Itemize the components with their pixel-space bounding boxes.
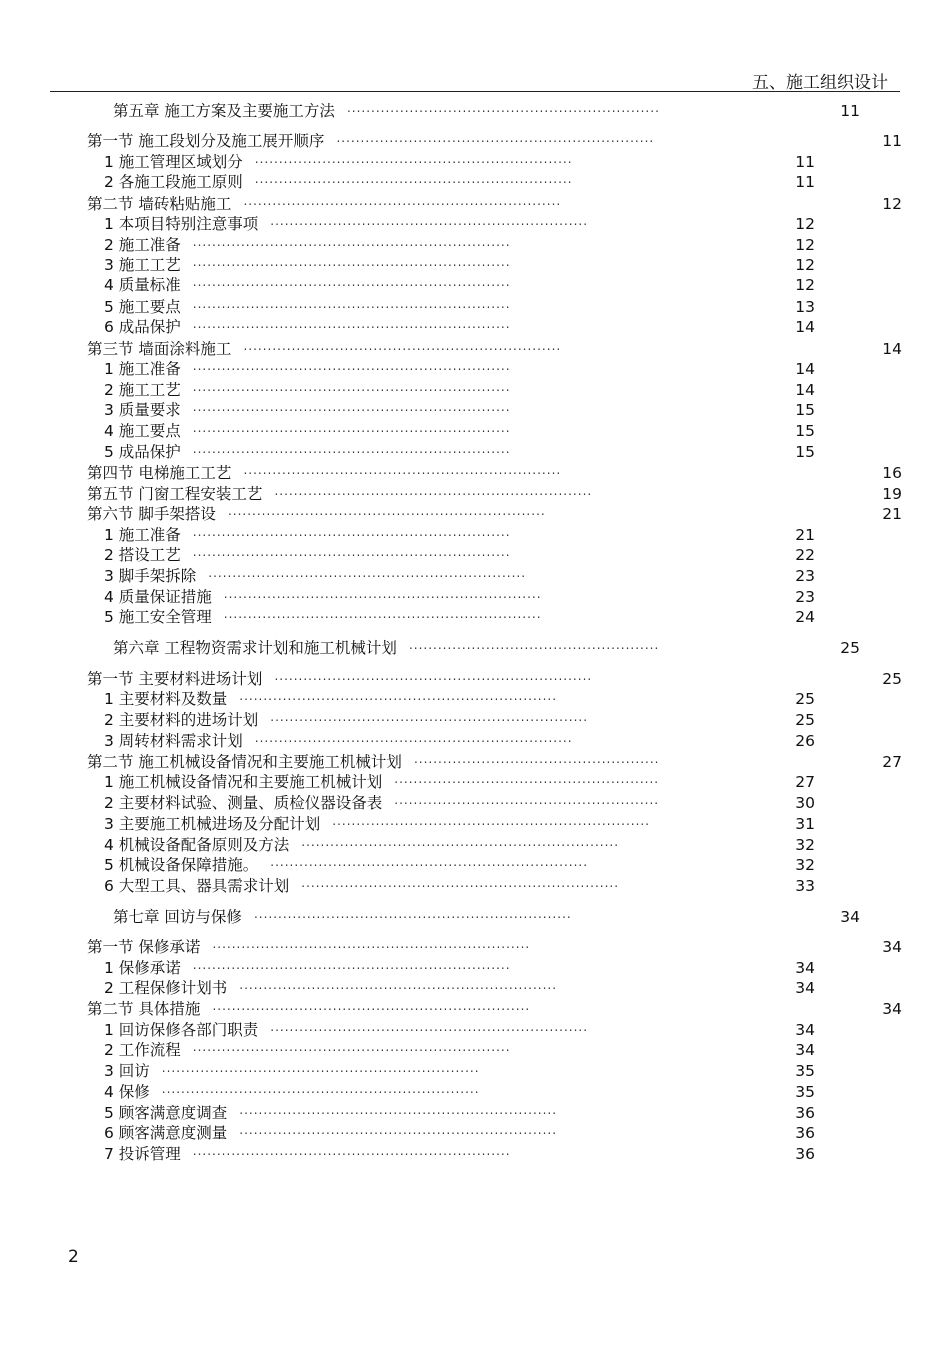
toc-entry-page-number: 23 bbox=[795, 588, 815, 606]
toc-entry-title: 第一节 保修承诺 bbox=[87, 938, 201, 956]
toc-entry-title: 5 施工安全管理 bbox=[104, 608, 212, 626]
toc-entry-title: 2 施工工艺 bbox=[104, 381, 181, 399]
toc-entry-page-number: 25 bbox=[795, 711, 815, 729]
toc-leader-dots: .................................................... bbox=[408, 638, 660, 652]
toc-leader-dots: .................................................................. bbox=[212, 999, 531, 1013]
toc-entry-page-number: 19 bbox=[882, 485, 902, 503]
toc-leader-dots: .................................................................. bbox=[192, 275, 511, 289]
toc-entry-title: 4 机械设备配备原则及方法 bbox=[104, 836, 290, 854]
toc-leader-dots: ....................................................... bbox=[394, 793, 660, 807]
toc-entry-title: 2 工作流程 bbox=[104, 1041, 181, 1059]
toc-leader-dots: .................................................................. bbox=[212, 937, 531, 951]
toc-entry-page-number: 26 bbox=[795, 732, 815, 750]
toc-entry-title: 第六章 工程物资需求计划和施工机械计划 bbox=[113, 639, 397, 657]
toc-entry-title: 第一节 施工段划分及施工展开顺序 bbox=[87, 132, 325, 150]
toc-entry-page-number: 27 bbox=[795, 773, 815, 791]
toc-entry-page-number: 33 bbox=[795, 877, 815, 895]
toc-leader-dots: .................................................................. bbox=[270, 710, 589, 724]
toc-leader-dots: .................................................................. bbox=[243, 194, 562, 208]
toc-leader-dots: .................................................................. bbox=[243, 339, 562, 353]
toc-entry-title: 4 施工要点 bbox=[104, 422, 181, 440]
toc-entry-title: 5 机械设备保障措施。 bbox=[104, 856, 259, 874]
toc-leader-dots: .................................................................. bbox=[270, 214, 589, 228]
toc-entry-title: 第七章 回访与保修 bbox=[113, 908, 242, 926]
toc-entry-page-number: 34 bbox=[795, 1041, 815, 1059]
toc-entry-title: 第二节 墙砖粘贴施工 bbox=[87, 195, 232, 213]
toc-entry-page-number: 24 bbox=[795, 608, 815, 626]
toc-leader-dots: .................................................................. bbox=[253, 907, 572, 921]
toc-entry-title: 2 工程保修计划书 bbox=[104, 979, 228, 997]
toc-leader-dots: .................................................................. bbox=[270, 1020, 589, 1034]
toc-leader-dots: .................................................................. bbox=[301, 876, 620, 890]
toc-entry-title: 5 施工要点 bbox=[104, 298, 181, 316]
toc-entry-title: 2 主要材料试验、测量、质检仪器设备表 bbox=[104, 794, 383, 812]
toc-leader-dots: .................................................................. bbox=[192, 1040, 511, 1054]
toc-entry-page-number: 11 bbox=[840, 102, 860, 120]
toc-leader-dots: .................................................................. bbox=[274, 669, 593, 683]
toc-entry-page-number: 14 bbox=[882, 340, 902, 358]
toc-entry-page-number: 25 bbox=[840, 639, 860, 657]
toc-entry-title: 1 保修承诺 bbox=[104, 959, 181, 977]
toc-leader-dots: .................................................................. bbox=[192, 1144, 511, 1158]
toc-leader-dots: .................................................................. bbox=[239, 978, 558, 992]
toc-leader-dots: .................................................................. bbox=[192, 525, 511, 539]
toc-leader-dots: .................................................................. bbox=[243, 463, 562, 477]
toc-leader-dots: .................................................................. bbox=[208, 566, 527, 580]
toc-entry-page-number: 12 bbox=[795, 215, 815, 233]
toc-leader-dots: .................................................................. bbox=[192, 421, 511, 435]
toc-leader-dots: .................................................................. bbox=[161, 1082, 480, 1096]
toc-entry-page-number: 14 bbox=[795, 318, 815, 336]
toc-entry-page-number: 11 bbox=[795, 153, 815, 171]
toc-leader-dots: ................................................................. bbox=[346, 101, 660, 115]
toc-entry-page-number: 25 bbox=[882, 670, 902, 688]
toc-leader-dots: .................................................................. bbox=[270, 855, 589, 869]
toc-entry-title: 第二节 具体措施 bbox=[87, 1000, 201, 1018]
toc-entry-page-number: 30 bbox=[795, 794, 815, 812]
toc-entry-title: 1 施工准备 bbox=[104, 526, 181, 544]
toc-leader-dots: .................................................................. bbox=[192, 235, 511, 249]
toc-leader-dots: .................................................................. bbox=[332, 814, 651, 828]
toc-entry-page-number: 16 bbox=[882, 464, 902, 482]
toc-leader-dots: .................................................................. bbox=[223, 607, 542, 621]
toc-leader-dots: .................................................................. bbox=[223, 587, 542, 601]
toc-entry-page-number: 12 bbox=[795, 276, 815, 294]
toc-entry-title: 2 主要材料的进场计划 bbox=[104, 711, 259, 729]
toc-entry-page-number: 11 bbox=[882, 132, 902, 150]
toc-entry-title: 第六节 脚手架搭设 bbox=[87, 505, 216, 523]
toc-entry-title: 1 施工管理区域划分 bbox=[104, 153, 243, 171]
toc-entry-page-number: 12 bbox=[795, 236, 815, 254]
toc-entry-title: 3 周转材料需求计划 bbox=[104, 732, 243, 750]
toc-entry-page-number: 35 bbox=[795, 1062, 815, 1080]
toc-entry-page-number: 23 bbox=[795, 567, 815, 585]
toc-entry-page-number: 21 bbox=[882, 505, 902, 523]
toc-entry-page-number: 36 bbox=[795, 1145, 815, 1163]
toc-entry-page-number: 13 bbox=[795, 298, 815, 316]
toc-entry-title: 6 顾客满意度测量 bbox=[104, 1124, 228, 1142]
toc-leader-dots: .................................................................. bbox=[192, 400, 511, 414]
page-header-title: 五、施工组织设计 bbox=[752, 73, 888, 93]
toc-leader-dots: .................................................................. bbox=[227, 504, 546, 518]
page-number: 2 bbox=[68, 1247, 79, 1267]
toc-entry-title: 第五节 门窗工程安装工艺 bbox=[87, 485, 263, 503]
toc-entry-title: 1 主要材料及数量 bbox=[104, 690, 228, 708]
toc-entry-title: 3 质量要求 bbox=[104, 401, 181, 419]
toc-entry-title: 1 施工机械设备情况和主要施工机械计划 bbox=[104, 773, 383, 791]
toc-entry-title: 5 成品保护 bbox=[104, 443, 181, 461]
toc-entry-title: 2 各施工段施工原则 bbox=[104, 173, 243, 191]
toc-entry-title: 4 保修 bbox=[104, 1083, 150, 1101]
toc-entry-page-number: 35 bbox=[795, 1083, 815, 1101]
toc-entry-page-number: 34 bbox=[882, 938, 902, 956]
toc-entry-title: 1 施工准备 bbox=[104, 360, 181, 378]
toc-entry-title: 2 搭设工艺 bbox=[104, 546, 181, 564]
toc-entry-title: 5 顾客满意度调查 bbox=[104, 1104, 228, 1122]
toc-entry-title: 7 投诉管理 bbox=[104, 1145, 181, 1163]
toc-entry-page-number: 34 bbox=[882, 1000, 902, 1018]
toc-entry-title: 第三节 墙面涂料施工 bbox=[87, 340, 232, 358]
toc-entry-page-number: 15 bbox=[795, 422, 815, 440]
toc-entry-title: 6 大型工具、器具需求计划 bbox=[104, 877, 290, 895]
toc-leader-dots: .................................................................. bbox=[239, 1103, 558, 1117]
toc-leader-dots: .................................................................. bbox=[192, 958, 511, 972]
toc-entry-page-number: 14 bbox=[795, 381, 815, 399]
toc-leader-dots: .................................................................. bbox=[336, 131, 655, 145]
toc-entry-page-number: 12 bbox=[795, 256, 815, 274]
toc-entry-title: 4 质量标准 bbox=[104, 276, 181, 294]
toc-entry-title: 第五章 施工方案及主要施工方法 bbox=[113, 102, 335, 120]
toc-entry-page-number: 11 bbox=[795, 173, 815, 191]
toc-entry-page-number: 36 bbox=[795, 1124, 815, 1142]
toc-leader-dots: .................................................................. bbox=[274, 484, 593, 498]
toc-entry-page-number: 32 bbox=[795, 836, 815, 854]
toc-entry-title: 3 主要施工机械进场及分配计划 bbox=[104, 815, 321, 833]
toc-entry-title: 1 本项目特别注意事项 bbox=[104, 215, 259, 233]
toc-entry-page-number: 34 bbox=[795, 1021, 815, 1039]
toc-entry-title: 第二节 施工机械设备情况和主要施工机械计划 bbox=[87, 753, 402, 771]
toc-entry-title: 3 施工工艺 bbox=[104, 256, 181, 274]
toc-leader-dots: .................................................................. bbox=[192, 317, 511, 331]
toc-entry-page-number: 34 bbox=[795, 979, 815, 997]
toc-entry-title: 1 回访保修各部门职责 bbox=[104, 1021, 259, 1039]
toc-leader-dots: .................................................................. bbox=[239, 1123, 558, 1137]
toc-entry-page-number: 12 bbox=[882, 195, 902, 213]
toc-leader-dots: .................................................................. bbox=[192, 297, 511, 311]
toc-leader-dots: ................................................... bbox=[413, 752, 660, 766]
toc-entry-page-number: 22 bbox=[795, 546, 815, 564]
toc-entry-title: 4 质量保证措施 bbox=[104, 588, 212, 606]
toc-entry-title: 3 回访 bbox=[104, 1062, 150, 1080]
toc-leader-dots: .................................................................. bbox=[192, 545, 511, 559]
toc-leader-dots: .................................................................. bbox=[254, 731, 573, 745]
toc-entry-page-number: 34 bbox=[795, 959, 815, 977]
toc-leader-dots: .................................................................. bbox=[192, 255, 511, 269]
toc-leader-dots: .................................................................. bbox=[161, 1061, 480, 1075]
toc-entry-title: 6 成品保护 bbox=[104, 318, 181, 336]
toc-entry-title: 第一节 主要材料进场计划 bbox=[87, 670, 263, 688]
toc-entry-page-number: 21 bbox=[795, 526, 815, 544]
toc-entry-page-number: 15 bbox=[795, 401, 815, 419]
toc-leader-dots: .................................................................. bbox=[301, 835, 620, 849]
toc-entry-page-number: 15 bbox=[795, 443, 815, 461]
toc-entry-page-number: 34 bbox=[840, 908, 860, 926]
toc-leader-dots: .................................................................. bbox=[254, 152, 573, 166]
toc-entry-title: 3 脚手架拆除 bbox=[104, 567, 197, 585]
toc-entry-page-number: 25 bbox=[795, 690, 815, 708]
toc-entry-page-number: 31 bbox=[795, 815, 815, 833]
toc-entry-page-number: 32 bbox=[795, 856, 815, 874]
toc-leader-dots: ....................................................... bbox=[394, 772, 660, 786]
toc-entry-title: 第四节 电梯施工工艺 bbox=[87, 464, 232, 482]
toc-leader-dots: .................................................................. bbox=[192, 359, 511, 373]
toc-entry-page-number: 36 bbox=[795, 1104, 815, 1122]
toc-entry-title: 2 施工准备 bbox=[104, 236, 181, 254]
header-divider bbox=[50, 91, 900, 92]
toc-entry-page-number: 14 bbox=[795, 360, 815, 378]
toc-leader-dots: .................................................................. bbox=[192, 442, 511, 456]
toc-leader-dots: .................................................................. bbox=[254, 172, 573, 186]
toc-leader-dots: .................................................................. bbox=[192, 380, 511, 394]
toc-leader-dots: .................................................................. bbox=[239, 689, 558, 703]
toc-entry-page-number: 27 bbox=[882, 753, 902, 771]
